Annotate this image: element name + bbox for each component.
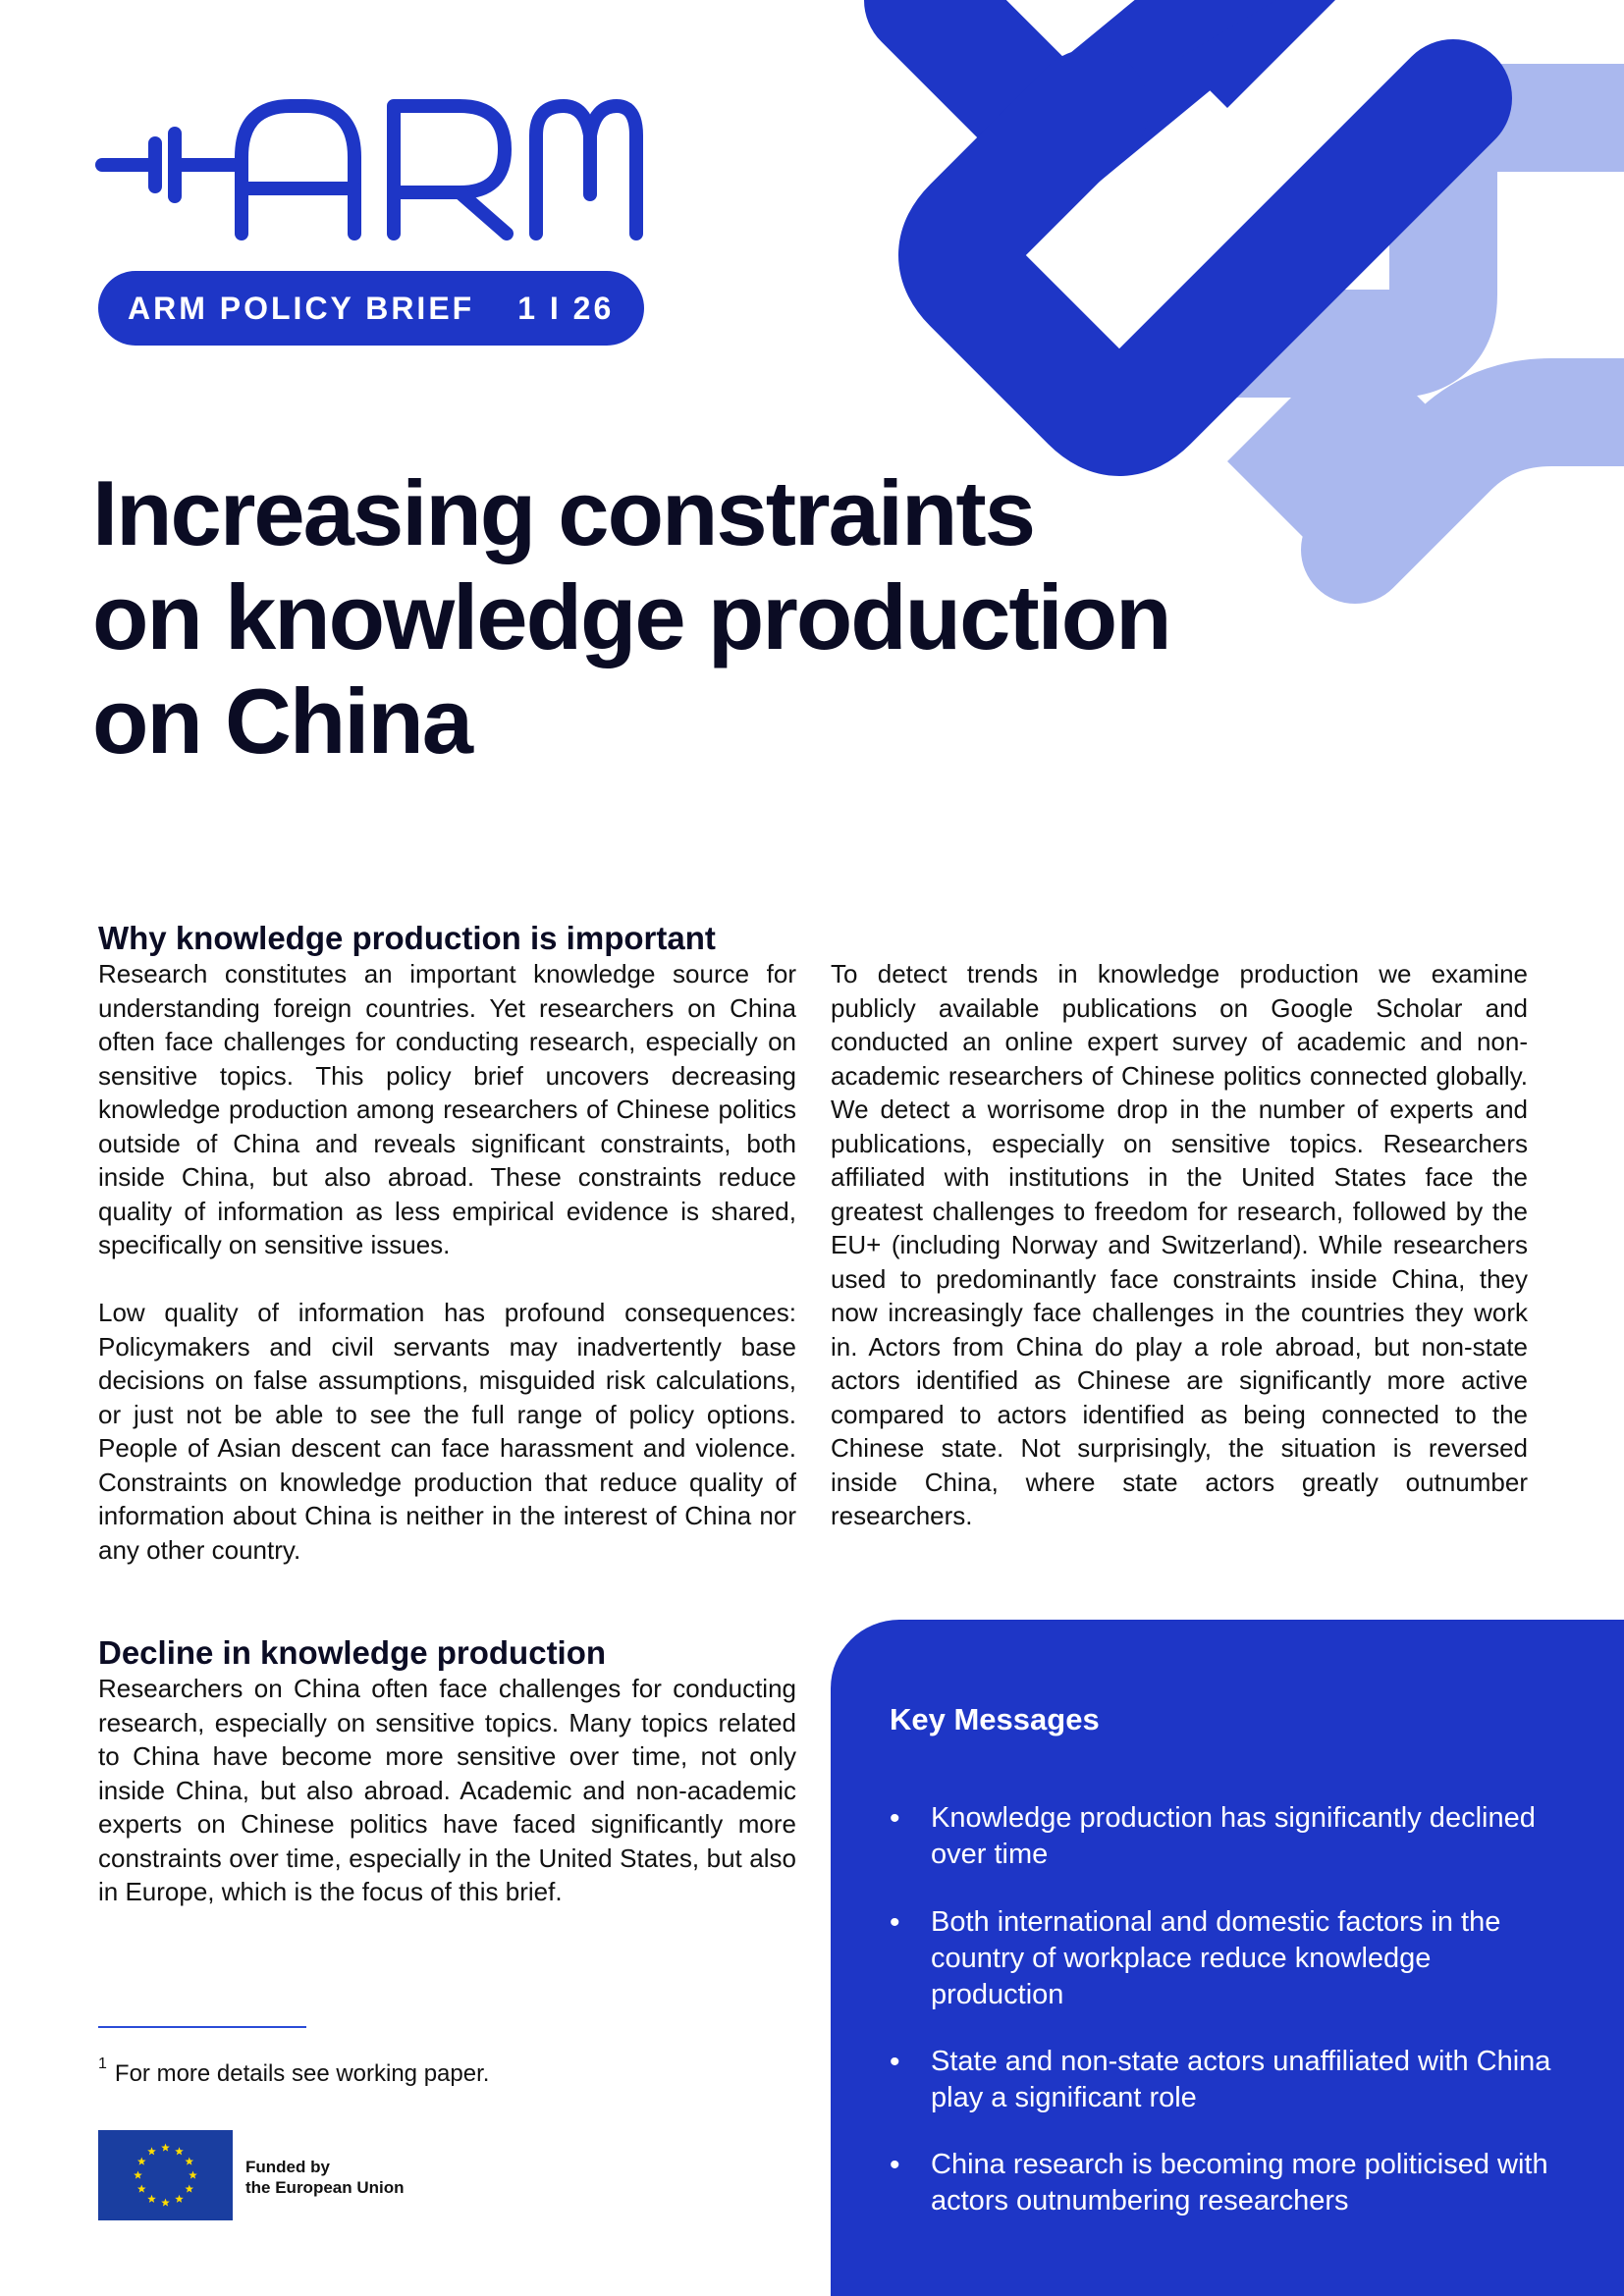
title-line-3: on China <box>92 669 472 773</box>
funding-line-1: Funded by <box>245 2158 330 2176</box>
bullet-icon: • <box>890 2046 900 2078</box>
paragraph-method: To detect trends in knowledge production we examine publicly available publications on Google Scholar and conducted an online expert survey of academic and non-academic researchers of Chinese politics connected globally. We detect a worrisome drop in the number of experts and publications, especially on sensitive topics. Researchers affiliated with institutions in the United States face the greatest challenges to freedom for research, followed by the EU+ (including Norway and Switzerland). While researchers used to predominantly face constraints inside China, they now increasingly face challenges in the countries they work in. Actors from China do play a role abroad, but non-state actors identified as Chinese are significantly more active compared to actors identified as being connected to the Chinese state. Not surprisingly, the situation is reversed inside China, where state actors greatly outnumber researchers. <box>831 959 1528 1530</box>
footnote <box>98 2056 490 2088</box>
paragraph-why-1: Research constitutes an important knowledge source for understanding foreign countries. Yet researchers on China often face challenges for conducting research, especially on sensitive topics. This policy brief uncovers decreasing knowledge production among researchers of Chinese politics outside of China and reveals significant constraints, both inside China, but also abroad. These constraints reduce quality of information as less empirical evidence is shared, specifically on sensitive issues. <box>98 959 796 1259</box>
section-heading-why: Why knowledge production is important <box>98 920 716 956</box>
key-messages-title: Key Messages <box>890 1702 1100 1736</box>
key-message-text: China research is becoming more politicised with actors outnumbering researchers <box>931 2149 1548 2216</box>
title-line-1: Increasing constraints <box>92 461 1034 564</box>
arm-logo <box>94 86 644 243</box>
paragraph-why-2: Low quality of information has profound consequences: Policymakers and civil servants may inadvertently base decisions on false assumptions, misguided risk calculations, or just not be able to see the full range of policy options. People of Asian descent can face harassment and violence. Constraints on knowledge production that reduce quality of information about China is neither in the interest of China nor any other country. <box>98 1298 796 1565</box>
paragraph-decline: Researchers on China often face challenges for conducting research, especially on sensitive topics. Many topics related to China have become more sensitive over time, not only inside China, but also abroad. Academic and non-academic experts on Chinese politics have faced significantly more constraints over time, especially in the United States, but also in Europe, which is the focus of this brief. <box>98 1674 796 1906</box>
section-heading-decline: Decline in knowledge production <box>98 1634 607 1671</box>
eu-flag-icon <box>98 2130 233 2220</box>
bullet-icon: • <box>890 1802 900 1835</box>
bullet-icon: • <box>890 2149 900 2181</box>
key-message-text: State and non-state actors unaffiliated with China play a significant role <box>931 2046 1551 2113</box>
bullet-icon: • <box>890 1906 900 1939</box>
footnote-marker: 1 <box>98 2056 107 2072</box>
badge-label: ARM POLICY BRIEF <box>128 290 475 326</box>
page-title <box>92 461 1369 774</box>
funding-line-2: the European Union <box>245 2178 405 2197</box>
badge-number: 1 I 26 <box>517 290 615 326</box>
key-message-text: Knowledge production has significantly declined over time <box>931 1802 1536 1870</box>
footnote-text: For more details see working paper. <box>114 2060 490 2087</box>
footnote-divider <box>98 2026 306 2028</box>
policy-brief-badge <box>98 271 644 346</box>
funding-statement <box>245 2157 405 2198</box>
key-messages-panel <box>831 1620 1624 2296</box>
key-message-text: Both international and domestic factors in the country of workplace reduce knowledge production <box>931 1906 1501 2010</box>
title-line-2: on knowledge production <box>92 565 1170 668</box>
